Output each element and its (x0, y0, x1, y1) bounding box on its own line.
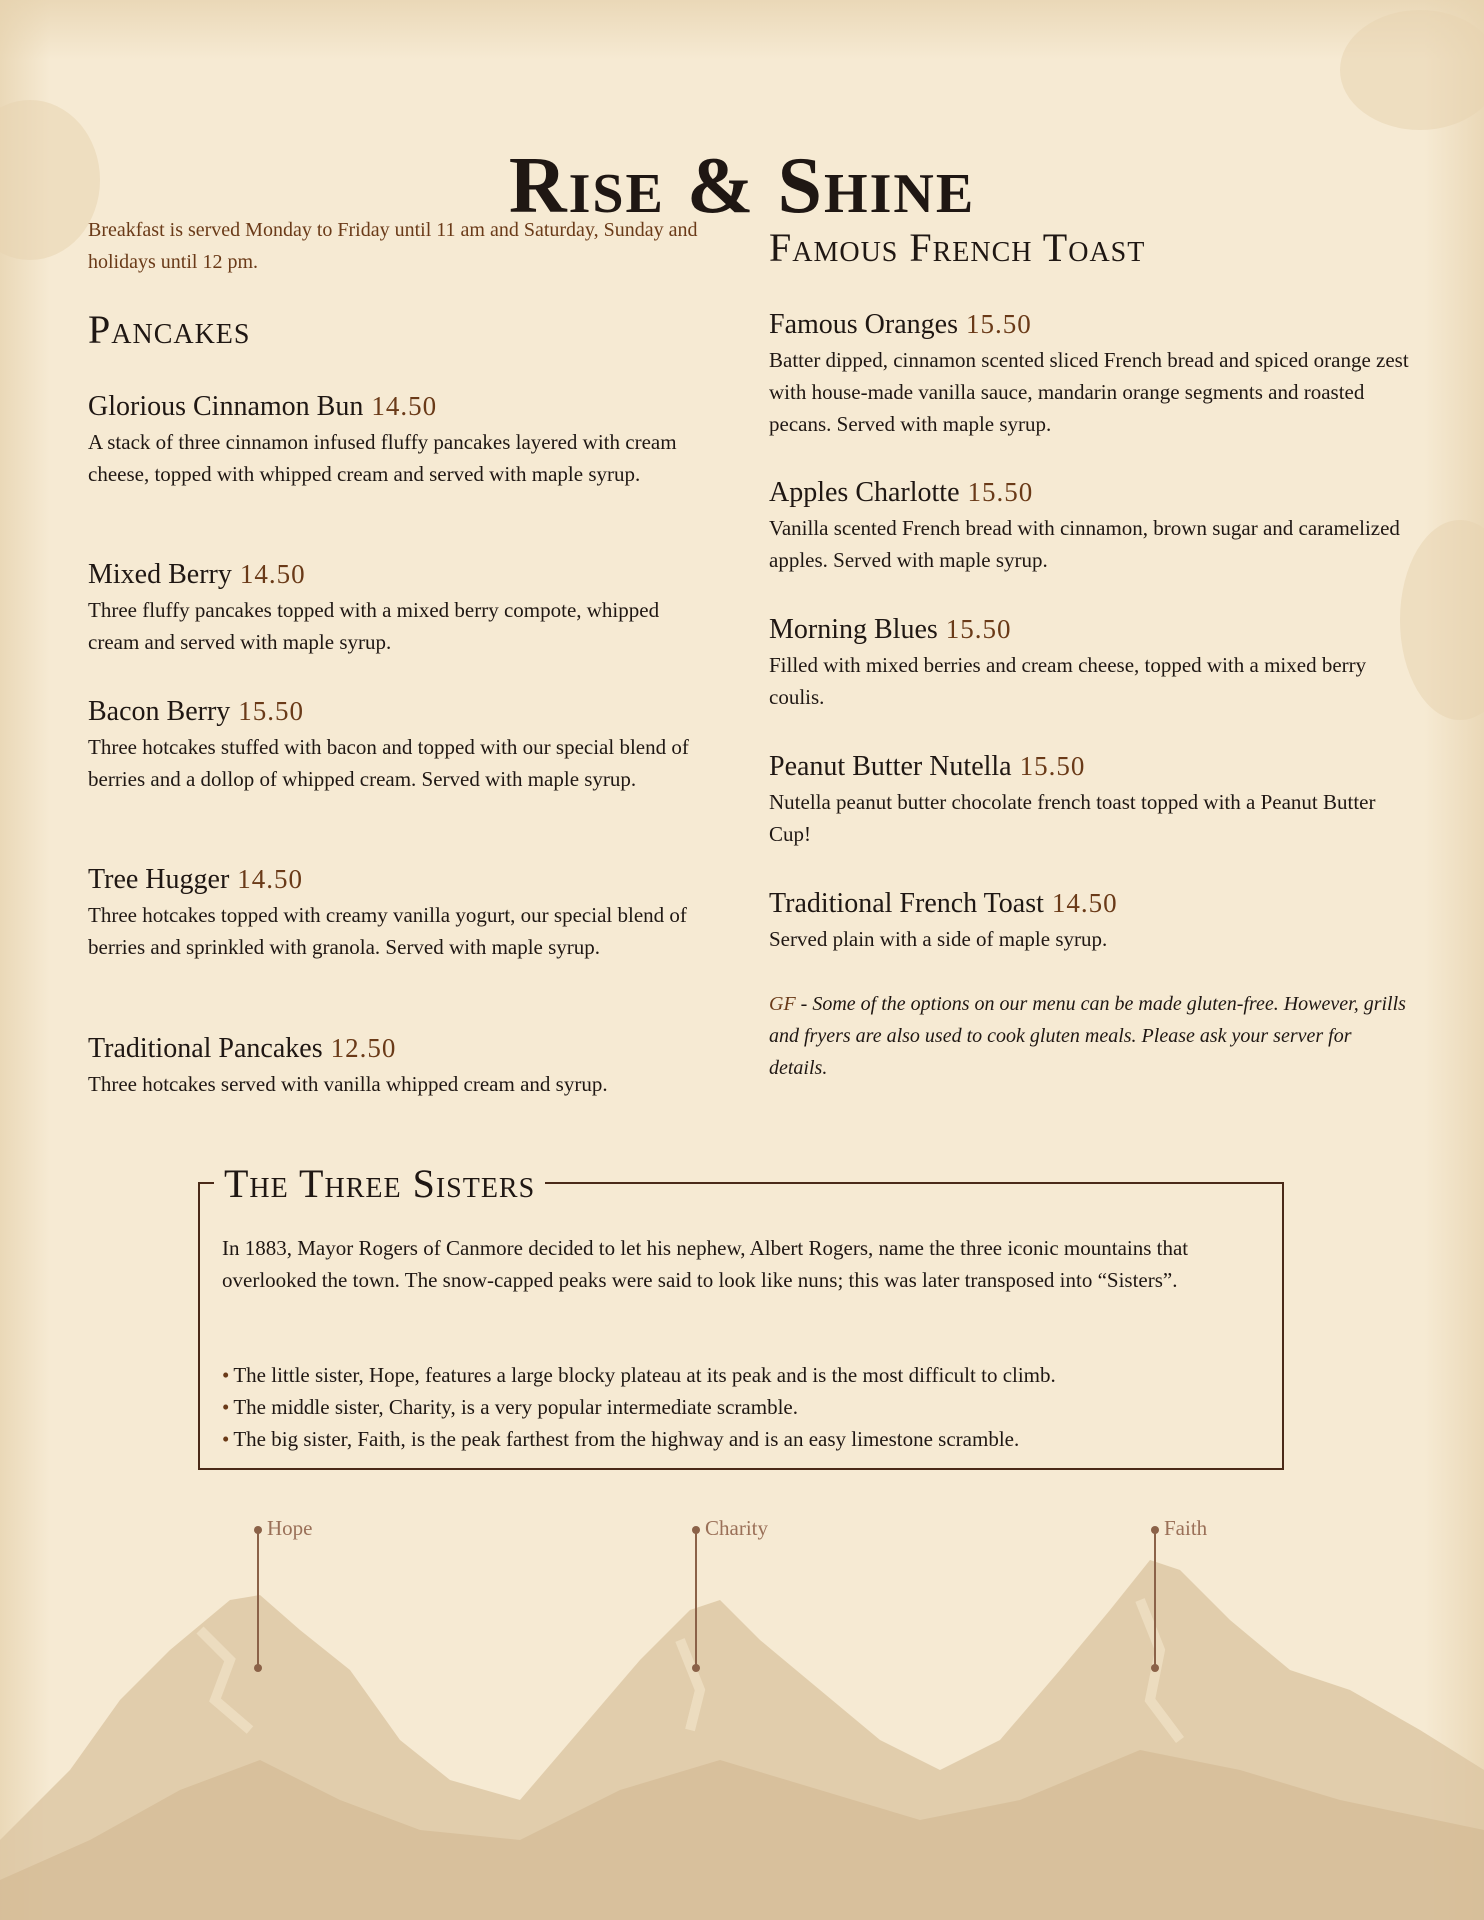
item-description: Served plain with a side of maple syrup. (769, 927, 1108, 951)
item-description: Batter dipped, cinnamon scented sliced French bread and spiced orange zest with house-made vanilla sauce, mandarin orange segments and roasted pecans. Served with maple syrup. (769, 348, 1409, 436)
item-name: Peanut Butter Nutella (769, 751, 1012, 782)
menu-item (769, 750, 1409, 850)
item-description: A stack of three cinnamon infused fluffy pancakes layered with cream cheese, topped with whipped cream and served with maple syrup. (88, 430, 677, 486)
bullet-icon: • (222, 1427, 230, 1451)
item-description: Nutella peanut butter chocolate french toast topped with a Peanut Butter Cup! (769, 790, 1376, 846)
gf-text: - Some of the options on our menu can be made gluten-free. However, grills and fryers are also used to cook gluten meals. Please ask your server for details. (769, 993, 1406, 1079)
item-price: 15.50 (238, 696, 305, 726)
item-description: Three hotcakes served with vanilla whipped cream and syrup. (88, 1072, 608, 1096)
item-price: 15.50 (945, 614, 1012, 644)
menu-item (88, 390, 708, 490)
item-description: Vanilla scented French bread with cinnamon, brown sugar and caramelized apples. Served with maple syrup. (769, 516, 1400, 572)
menu-item (88, 558, 708, 658)
item-name: Famous Oranges (769, 309, 958, 340)
menu-item (769, 887, 1409, 955)
marker-label: Charity (705, 1516, 768, 1540)
marker-line (257, 1530, 259, 1668)
item-name: Glorious Cinnamon Bun (88, 391, 364, 422)
item-description: Filled with mixed berries and cream cheese, topped with a mixed berry coulis. (769, 653, 1367, 709)
french-toast-heading: Famous French Toast (769, 225, 1146, 270)
parchment-blot (1400, 520, 1484, 720)
marker-line (1154, 1530, 1156, 1668)
marker-label: Hope (267, 1516, 313, 1540)
item-name: Traditional Pancakes (88, 1033, 323, 1064)
parchment-edge-top (0, 0, 1484, 60)
list-item: • The middle sister, Charity, is a very popular intermediate scramble. (222, 1395, 798, 1419)
item-description: Three fluffy pancakes topped with a mixed berry compote, whipped cream and served with maple syrup. (88, 598, 660, 654)
three-sisters-story: In 1883, Mayor Rogers of Canmore decided to let his nephew, Albert Rogers, name the three iconic mountains that overlooked the town. The snow-capped peaks were said to look like nuns; this was later transposed into “Sisters”. (222, 1236, 1189, 1292)
item-name: Traditional French Toast (769, 888, 1044, 919)
item-name: Apples Charlotte (769, 477, 960, 508)
marker-dot-icon (1151, 1664, 1159, 1672)
item-price: 12.50 (330, 1033, 397, 1063)
list-item: • The little sister, Hope, features a large blocky plateau at its peak and is the most difficult to climb. (222, 1363, 1056, 1387)
gluten-free-note (769, 988, 1409, 1084)
item-price: 15.50 (967, 477, 1034, 507)
item-description: Three hotcakes stuffed with bacon and topped with our special blend of berries and a dollop of whipped cream. Served with maple syrup. (88, 735, 689, 791)
gf-tag: GF (769, 993, 796, 1015)
item-description: Three hotcakes topped with creamy vanilla yogurt, our special blend of berries and sprinkled with granola. Served with maple syrup. (88, 903, 687, 959)
mountain-illustration (0, 1540, 1484, 1920)
list-item: • The big sister, Faith, is the peak farthest from the highway and is an easy limestone scramble. (222, 1427, 1020, 1451)
item-price: 14.50 (237, 864, 304, 894)
menu-item (769, 613, 1409, 713)
menu-item (769, 308, 1409, 440)
menu-item (88, 863, 708, 963)
menu-item (88, 695, 708, 795)
item-price: 14.50 (1051, 888, 1118, 918)
page-title: Rise & Shine (508, 141, 976, 230)
marker-label: Faith (1164, 1516, 1208, 1540)
parchment-blot (1340, 10, 1484, 130)
marker-dot-icon (254, 1664, 262, 1672)
bullet-icon: • (222, 1395, 230, 1419)
item-name: Morning Blues (769, 614, 938, 645)
bullet-icon: • (222, 1363, 230, 1387)
menu-item (769, 476, 1409, 576)
item-name: Bacon Berry (88, 696, 231, 727)
item-price: 15.50 (965, 309, 1032, 339)
marker-line (695, 1530, 697, 1668)
menu-item (88, 1032, 708, 1100)
three-sisters-list (222, 1359, 1262, 1455)
item-price: 15.50 (1019, 751, 1086, 781)
item-price: 14.50 (371, 391, 438, 421)
pancakes-heading: Pancakes (88, 307, 251, 352)
three-sisters-heading: The Three Sisters (214, 1162, 545, 1206)
item-name: Mixed Berry (88, 559, 232, 590)
item-price: 14.50 (239, 559, 306, 589)
item-name: Tree Hugger (88, 864, 230, 895)
marker-dot-icon (692, 1664, 700, 1672)
breakfast-hours-note: Breakfast is served Monday to Friday until 11 am and Saturday, Sunday and holidays until 12 pm. (88, 219, 698, 273)
